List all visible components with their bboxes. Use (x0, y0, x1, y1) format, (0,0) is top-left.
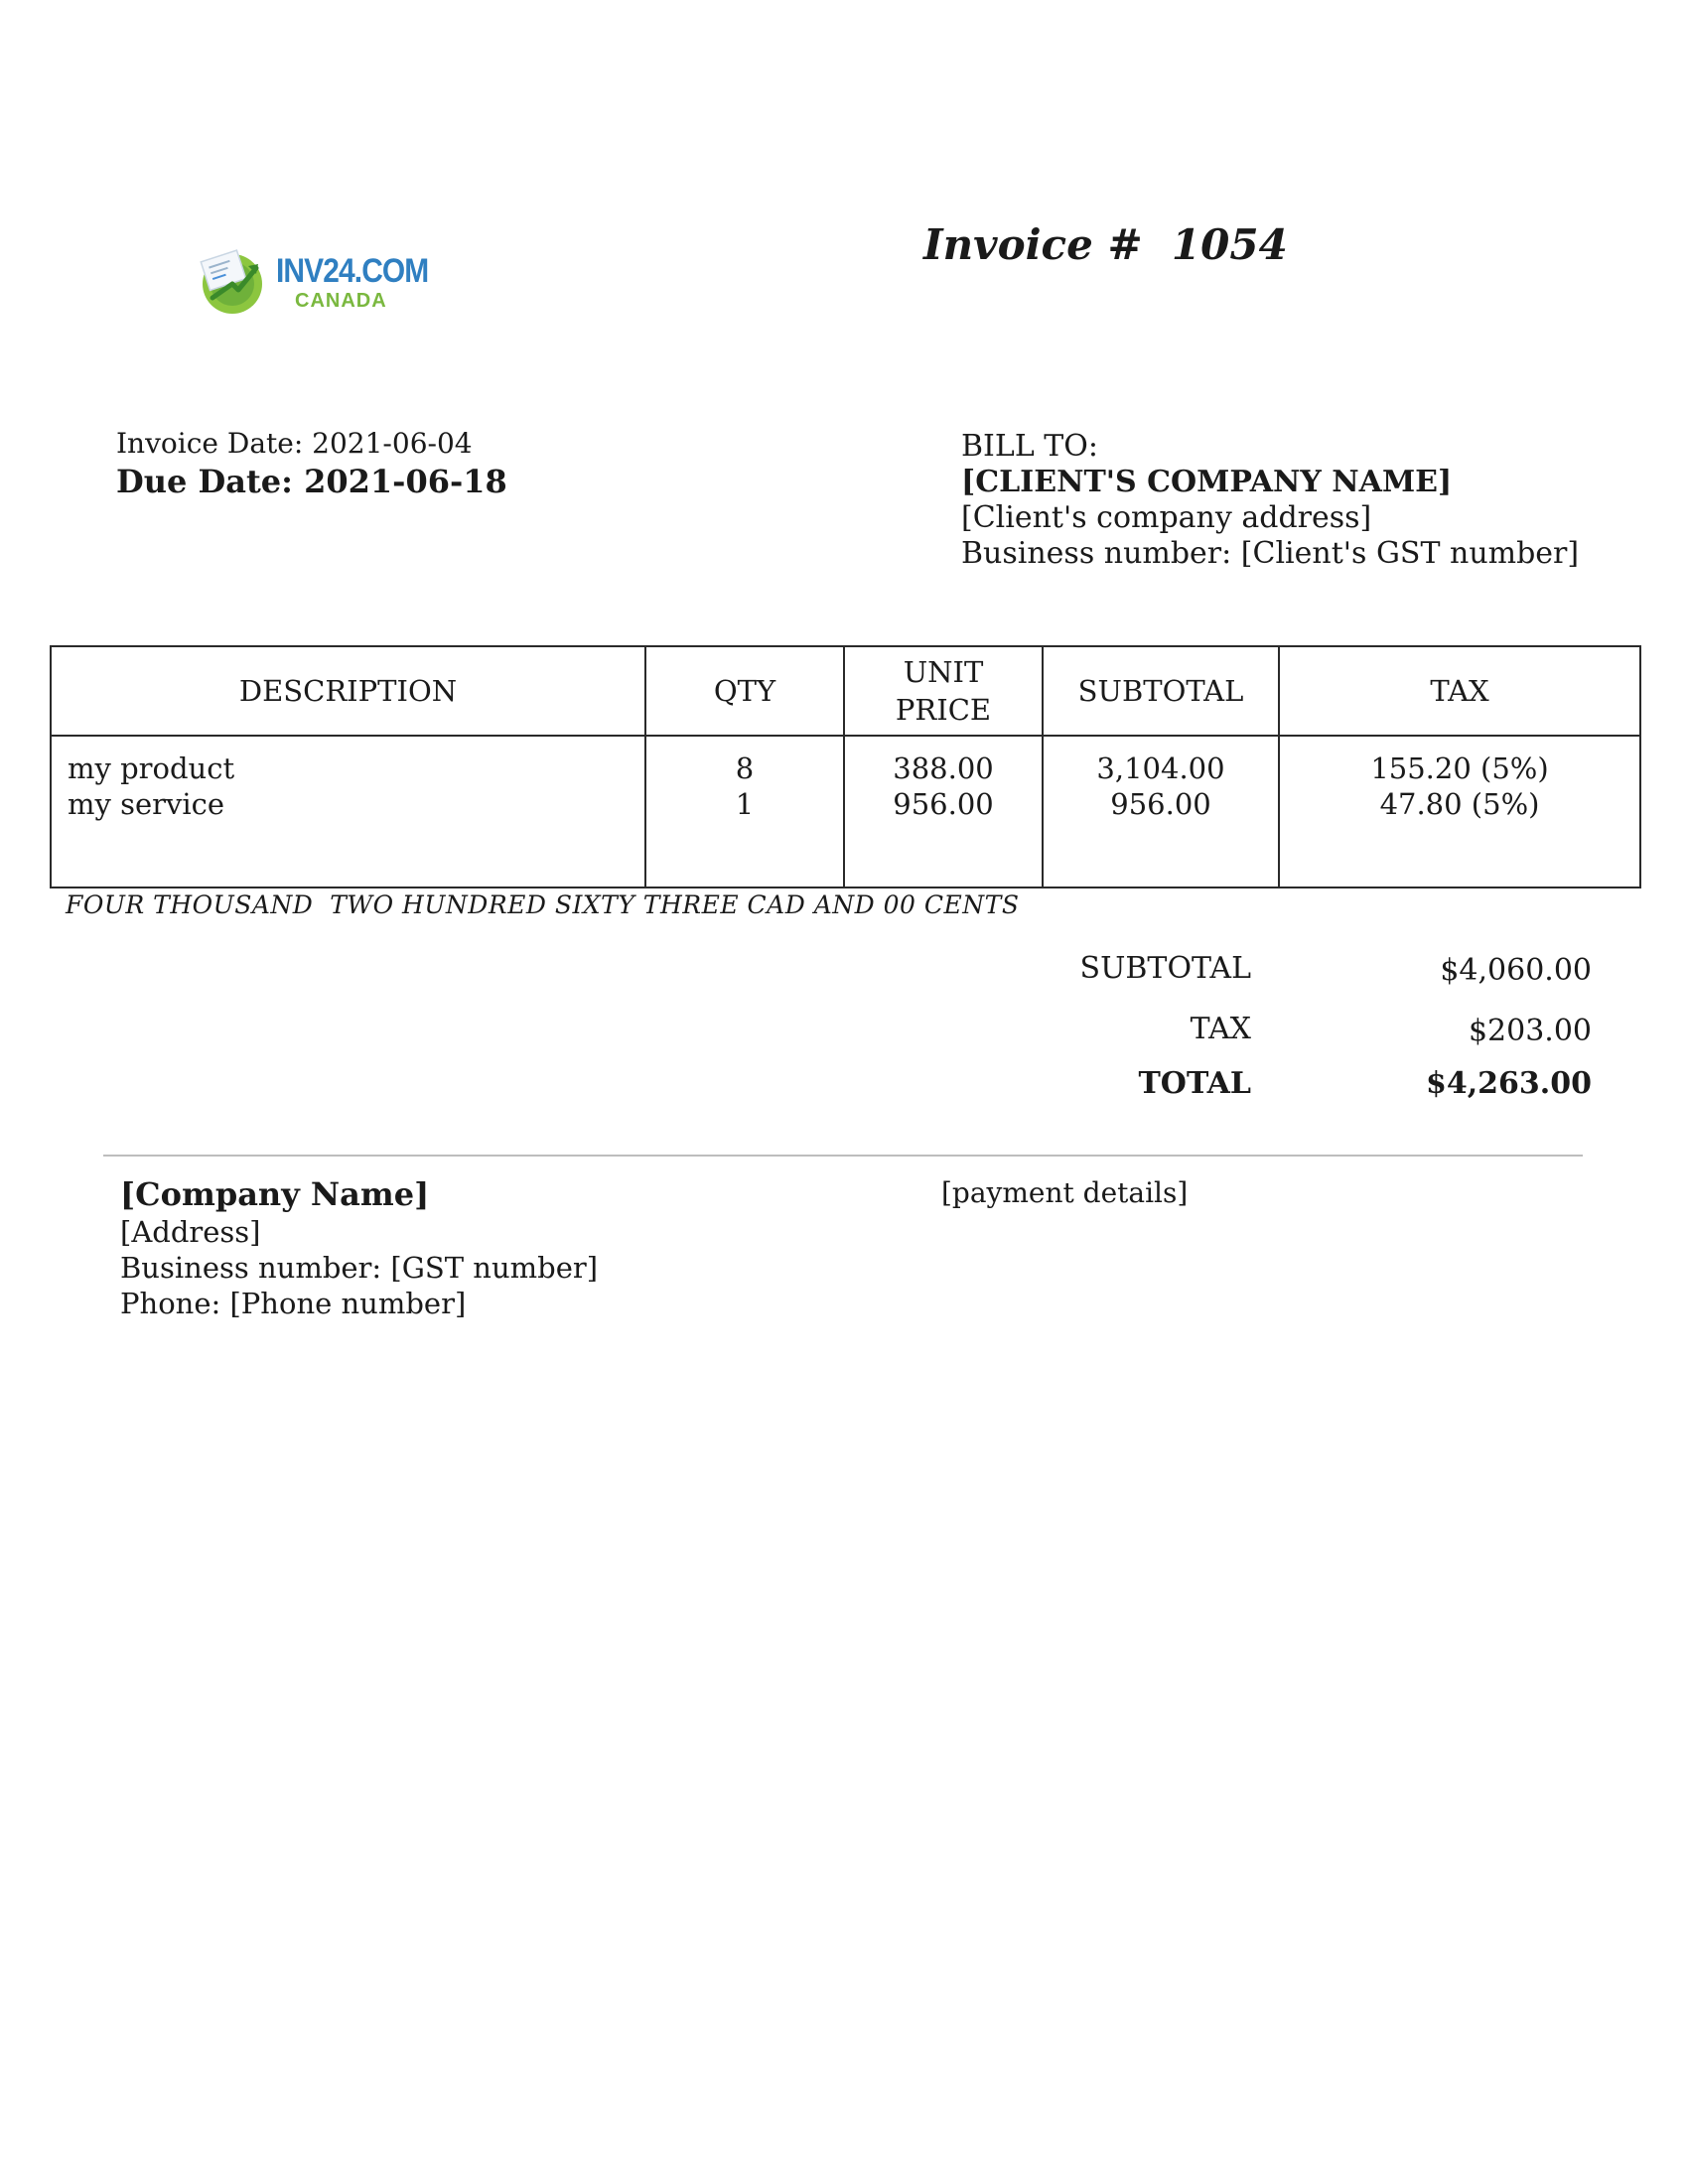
unit-price-header-line2: PRICE (895, 693, 992, 727)
item-qty: 8 (735, 751, 755, 785)
logo-brand-text: INV24.COM (276, 252, 429, 290)
seller-phone: Phone: [Phone number] (120, 1287, 467, 1320)
item-qty: 1 (735, 787, 755, 821)
item-tax: 155.20 (5%) (1370, 751, 1549, 785)
unit-price-header-line1: UNIT (903, 655, 984, 689)
column-header-description: DESCRIPTION (51, 646, 645, 736)
item-tax: 47.80 (5%) (1379, 787, 1540, 821)
table-row (51, 736, 1640, 887)
unit-price-cell (844, 736, 1043, 887)
table-header-row (51, 646, 1640, 736)
seller-company-name: [Company Name] (120, 1175, 430, 1213)
item-unit-price: 388.00 (893, 751, 994, 785)
totals-subtotal-value: $4,060.00 (1440, 953, 1592, 988)
invoice-title: Invoice # 1054 (923, 220, 1288, 269)
green-arrow-invoice-icon (199, 246, 270, 318)
invoice-items-table (50, 645, 1641, 888)
qty-cell (645, 736, 844, 887)
item-unit-price: 956.00 (893, 787, 994, 821)
subtotal-cell (1043, 736, 1279, 887)
invoice-date: Invoice Date: 2021-06-04 (116, 427, 473, 460)
column-header-tax: TAX (1279, 646, 1640, 736)
client-business-number: Business number: [Client's GST number] (961, 536, 1580, 571)
item-description: my service (68, 787, 225, 821)
description-cell (51, 736, 645, 887)
footer-divider (103, 1155, 1583, 1157)
totals-subtotal-label: SUBTOTAL (1079, 951, 1251, 986)
column-header-unit-price (844, 646, 1043, 736)
due-date: Due Date: 2021-06-18 (116, 463, 507, 500)
item-subtotal: 956.00 (1110, 787, 1211, 821)
column-header-subtotal: SUBTOTAL (1043, 646, 1279, 736)
totals-total-value: $4,263.00 (1425, 1066, 1592, 1101)
item-subtotal: 3,104.00 (1096, 751, 1225, 785)
client-company-name: [CLIENT'S COMPANY NAME] (961, 465, 1453, 499)
column-header-qty: QTY (645, 646, 844, 736)
item-description: my product (68, 751, 235, 785)
client-address: [Client's company address] (961, 500, 1372, 535)
payment-details: [payment details] (941, 1176, 1189, 1209)
bill-to-heading: BILL TO: (961, 429, 1098, 464)
totals-tax-label: TAX (1190, 1012, 1251, 1046)
seller-company-block (120, 1174, 598, 1321)
totals-total-label: TOTAL (1138, 1066, 1251, 1101)
seller-address: [Address] (120, 1215, 261, 1249)
totals-tax-value: $203.00 (1468, 1014, 1592, 1048)
seller-business-number: Business number: [GST number] (120, 1251, 599, 1285)
bill-to-block (961, 429, 1579, 572)
tax-cell (1279, 736, 1640, 887)
logo-sub-text: CANADA (295, 290, 387, 312)
company-logo (199, 246, 429, 318)
amount-in-words: FOUR THOUSAND TWO HUNDRED SIXTY THREE CAD AND 00 CENTS (66, 890, 1020, 919)
